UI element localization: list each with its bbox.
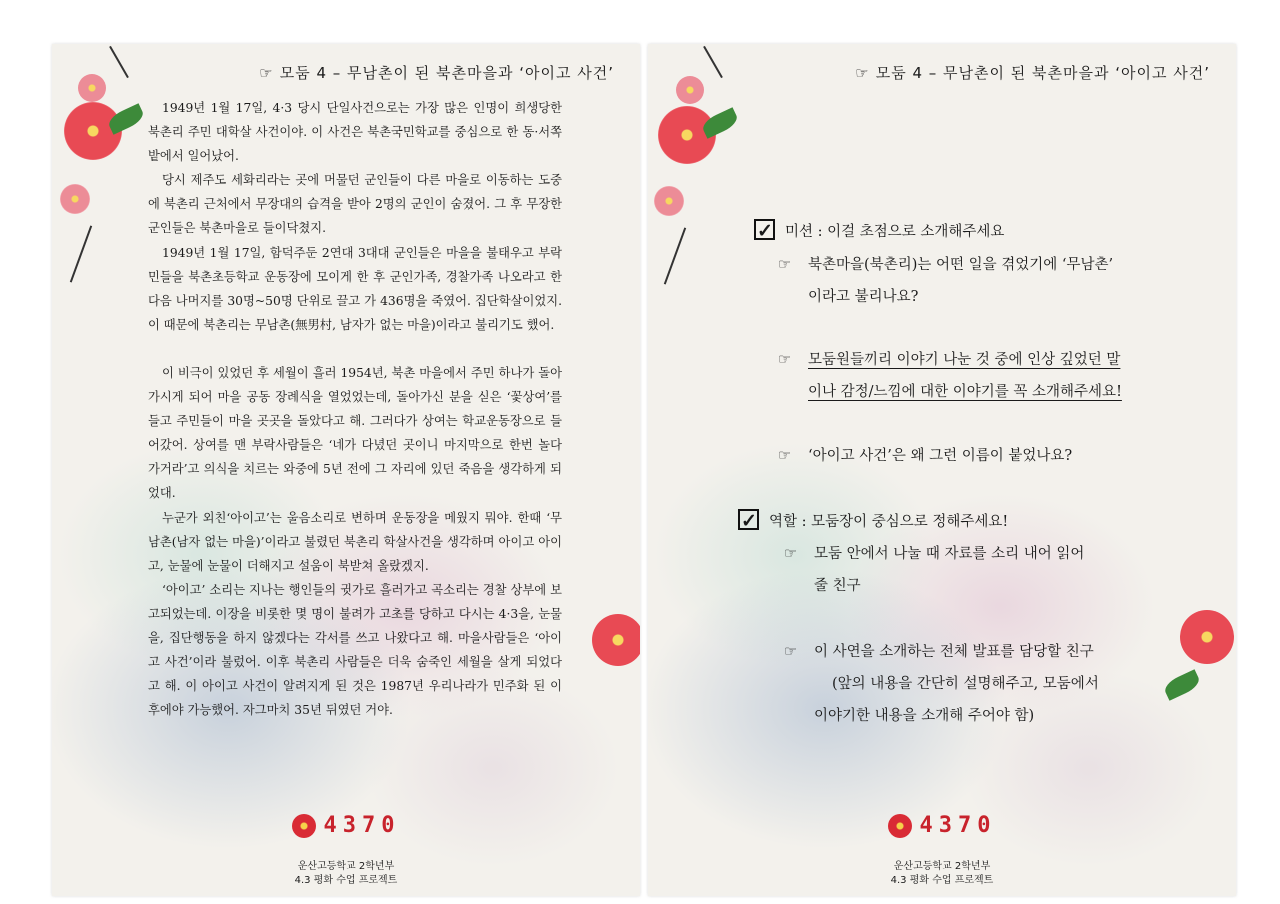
- pine-branch-icon: [664, 227, 686, 284]
- left-page: [52, 44, 640, 896]
- camellia-flower-icon: [592, 614, 640, 666]
- question-1: ☞ 북촌마을(북촌리)는 어떤 일을 겪었기에 ‘무남촌’ 이라고 불리나요?: [808, 249, 1113, 313]
- logo-4370: 4370: [648, 813, 1236, 838]
- paragraph: ‘아이고’ 소리는 지나는 행인들의 귓가로 흘러가고 곡소리는 경찰 상부에 보고되었는데. 이장을 비롯한 몇 명이 불려가 고초를 당하고 다시는 4·3을, 눈물을, 집단행동을 하지 않겠다는 각서를 쓰고 나왔다고 해. 마을사람들은 ‘아이고 사건’이라 불렀어. 이후 북촌리 사람들은 더욱 숨죽인 세월을 살게 되었다고 해. 이 아이고 사건이 알려지게 된 것은 1987년 우리나라가 민주화 된 이후에야 가능했어. 자그마치 35년 뒤였던 거야.: [148, 582, 562, 718]
- camellia-logo-icon: [292, 814, 316, 838]
- pine-branch-icon: [109, 46, 129, 78]
- pointing-hand-icon: ☞: [778, 448, 791, 464]
- small-flower-icon: [60, 184, 90, 214]
- pointing-hand-icon: ☞: [778, 352, 791, 368]
- question-3: ☞ ‘아이고 사건’은 왜 그런 이름이 붙었나요?: [808, 440, 1072, 472]
- paragraph: 누군가 외친‘아이고’는 울음소리로 변하며 운동장을 메웠지 뭐야. 한때 ‘무남촌(남자 없는 마을)’이라고 불렸던 북촌리 학살사건을 생각하며 아이고 아이고, 눈물에 눈물이 더해지고 설움이 북받쳐 올랐겠지.: [148, 510, 562, 573]
- paragraph: 당시 제주도 세화리라는 곳에 머물던 군인들이 다른 마을로 이동하는 도중에 북촌리 근처에서 무장대의 습격을 받아 2명의 군인이 숨졌어. 그 후 무장한 군인들은 북촌마을로 들이닥쳤지.: [148, 173, 562, 236]
- small-flower-icon: [78, 74, 106, 102]
- small-flower-icon: [654, 186, 684, 216]
- pointing-hand-icon: ☞: [855, 64, 870, 82]
- story-text: [148, 96, 562, 722]
- role-heading: ✓역할 : 모둠장이 중심으로 정해주세요!: [738, 506, 1008, 538]
- leaf-icon: [1162, 669, 1202, 701]
- camellia-logo-icon: [888, 814, 912, 838]
- question-2: ☞ 모둠원들끼리 이야기 나눈 것 중에 인상 깊었던 말 이나 감정/느낌에 대한 이야기를 꼭 소개해주세요!: [808, 344, 1122, 408]
- school-name: 운산고등학교 2학년부 4.3 평화 수업 프로젝트: [890, 861, 994, 886]
- leaf-icon: [700, 107, 740, 139]
- page-title: ☞ 모둠 4 – 무남촌이 된 북촌마을과 ‘아이고 사건’: [259, 64, 614, 82]
- paragraph: 1949년 1월 17일, 함덕주둔 2연대 3대대 군인들은 마을을 불태우고 부락민들을 북촌초등학교 운동장에 모이게 한 후 군인가족, 경찰가족 나오라고 한 다음 나머지를 30명~50명 단위로 끌고 가 436명을 죽였어. 집단학살이었지. 이 때문에 북촌리는 무남촌(無男村, 남자가 없는 마을)이라고 불리기도 했어.: [148, 245, 562, 332]
- role-2: ☞ 이 사연을 소개하는 전체 발표를 담당할 친구 (앞의 내용을 간단히 설명해주고, 모둠에서 이야기한 내용을 소개해 주어야 함): [814, 636, 1099, 732]
- page-title: ☞ 모둠 4 – 무남촌이 된 북촌마을과 ‘아이고 사건’: [855, 64, 1210, 82]
- small-flower-icon: [676, 76, 704, 104]
- pine-branch-icon: [70, 225, 92, 282]
- school-name: 운산고등학교 2학년부 4.3 평화 수업 프로젝트: [294, 861, 398, 886]
- pointing-hand-icon: ☞: [259, 64, 274, 82]
- mission-heading: ✓미션 : 이걸 초점으로 소개해주세요: [754, 216, 1004, 248]
- paragraph: 1949년 1월 17일, 4·3 당시 단일사건으로는 가장 많은 인명이 희생당한 북촌리 주민 대학살 사건이야. 이 사건은 북촌국민학교를 중심으로 한 동·서쪽 밭에서 일어났어.: [148, 101, 562, 164]
- pine-branch-icon: [703, 46, 723, 78]
- pointing-hand-icon: ☞: [784, 644, 797, 660]
- right-page: [648, 44, 1236, 896]
- logo-4370: 4370: [52, 813, 640, 838]
- leaf-icon: [106, 103, 146, 135]
- pointing-hand-icon: ☞: [784, 546, 797, 562]
- checkbox-checked-icon: [738, 509, 759, 530]
- role-1: ☞ 모둠 안에서 나눌 때 자료를 소리 내어 읽어 줄 친구: [814, 538, 1084, 602]
- checkbox-checked-icon: [754, 219, 775, 240]
- pointing-hand-icon: ☞: [778, 257, 791, 273]
- paragraph: 이 비극이 있었던 후 세월이 흘러 1954년, 북촌 마을에서 주민 하나가 돌아가시게 되어 마을 공동 장례식을 열었었는데, 돌아가신 분을 싣은 ‘꽃상여’를 들고 주민들이 마을 곳곳을 돌았다고 해. 그러다가 상여는 학교운동장으로 들어갔어. 상여를 맨 부락사람들은 ‘네가 다녔던 곳이니 마지막으로 한번 놀다 가거라’고 의식을 치르는 와중에 5년 전에 그 자리에 있던 죽음을 생각하게 되었대.: [148, 365, 562, 501]
- camellia-flower-icon: [1180, 610, 1234, 664]
